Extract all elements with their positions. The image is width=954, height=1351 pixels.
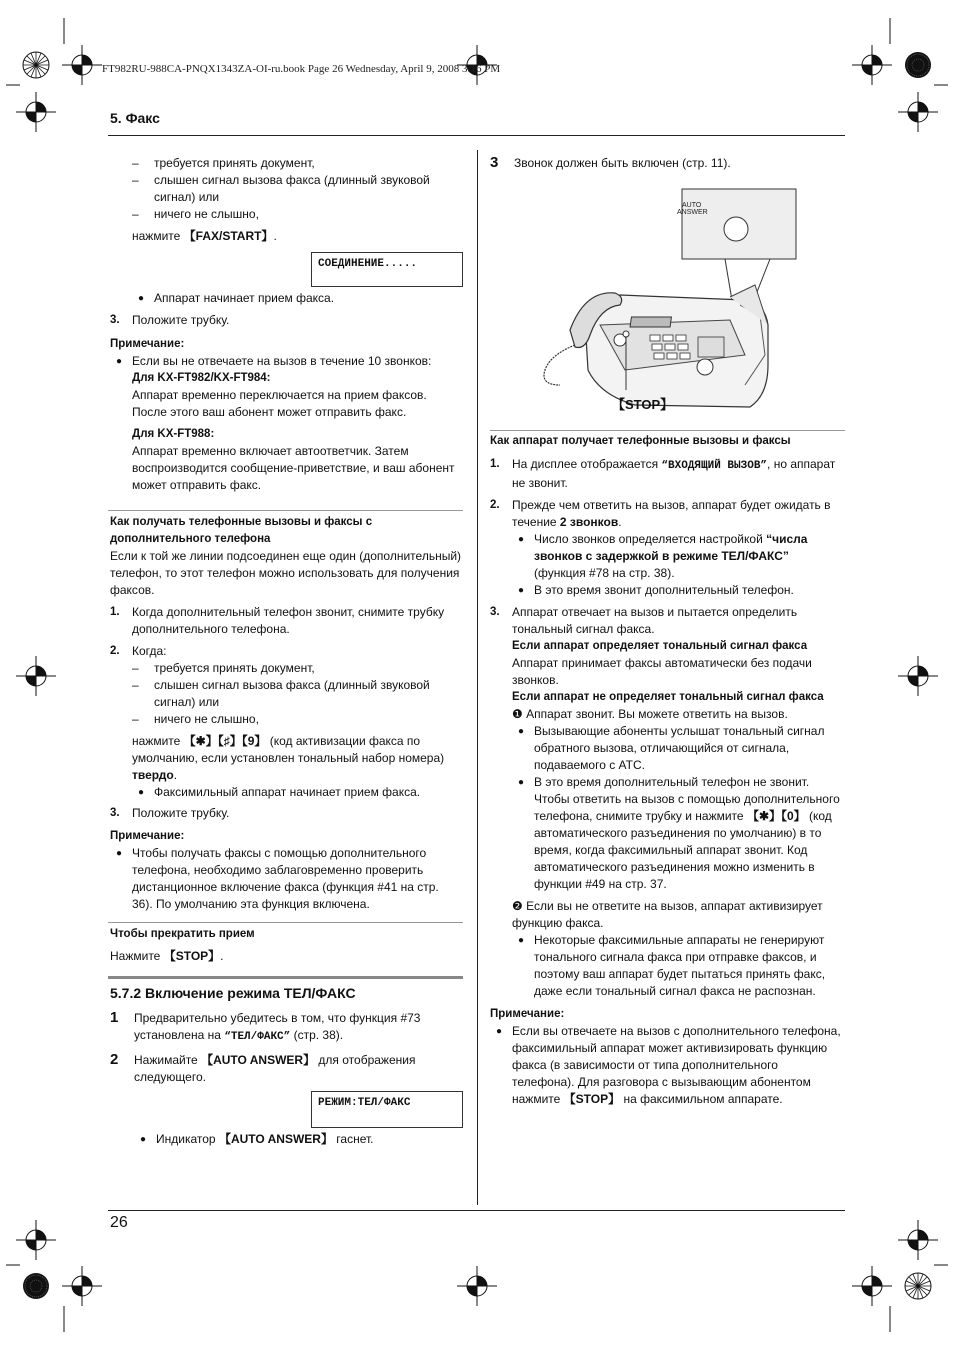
ringer-step [490,155,845,172]
case-text: Если вы не ответите на вызов, аппарат активизирует [522,899,823,913]
step-number: 2 [110,1051,119,1068]
dash-text: слышен сигнал вызова факса (длинный звуковой [154,678,430,692]
step-number: 3. [490,606,500,618]
display-connecting: СОЕДИНЕНИЕ..... [311,252,463,287]
dash-item: – ничего не слышно, [132,712,259,726]
model-heading: Для KX-FT988: [132,428,215,440]
step-text: Когда дополнительный телефон звонит, снимите трубку [132,605,445,619]
extension-title: Как получать телефонные вызовы и факсы с [110,516,373,528]
ext-step-1 [110,604,463,638]
bullet-text: время, когда факсимильный аппарат звонит. Код [534,843,808,857]
auto-answer-key: 【AUTO ANSWER】 [201,1053,316,1067]
bullet-text: Чтобы ответить на вызов с помощью дополнительного [534,792,840,806]
step-text: Когда: [132,644,167,658]
step-number: 2. [490,499,500,511]
press-bold: твердо [132,768,174,782]
header-rule [108,135,845,136]
display-tel-fax-mode: РЕЖИМ:ТЕЛ/ФАКС [311,1091,463,1128]
auto-answer-bullet [134,1131,464,1148]
bullet-item: ● Аппарат начинает прием факса. [138,291,335,305]
step-text: течение [512,515,560,529]
ext-step-2 [110,643,463,660]
disconnect-keys: 【✱】【0】 [746,809,806,823]
model-heading: Для KX-FT982/KX-FT984: [132,372,271,384]
bullet-text: даже если тональный сигнал факса не распознан. [534,984,816,998]
extension-intro: факсов. [110,583,155,597]
bullet-text: автоматического разъединения по умолчанию) в то [534,826,822,840]
dash-text: требуется принять документ, [154,156,315,170]
ext-press-code [110,733,463,784]
stop-key: 【STOP】 [163,949,221,963]
model-text: Аппарат временно включает автоответчик. Затем [132,444,409,458]
note-text: Если вы не отвечаете на вызов в течение 10 звонков: [132,354,432,368]
incoming-step-3 [490,604,845,638]
press-text: нажмите [132,229,184,243]
note-bullet: ● Если вы отвечаете на вызов с дополнительного телефона, факсимильный аппарат может активизировать функцию факса (в зависимости от типа дополнительного телефона). Для разговора с вызывающим абонентом нажмите 【STOP】 на факсимильном аппарате. [496,1024,841,1106]
stop-end: . [220,949,224,963]
press-fax-start [110,228,463,245]
step-text: для отображения [315,1053,416,1067]
step-number: 3 [490,154,499,171]
note-label: Примечание: [490,1008,565,1020]
tel-fax-step-2 [110,1052,463,1086]
step-text: установлена на [134,1028,225,1042]
left-column [110,155,463,245]
note-bullet: ● Если вы не отвечаете на вызов в течение 10 звонков: [116,354,432,368]
incoming-step-1 [490,456,845,492]
display-message: “ВХОДЯЩИЙ ВЫЗОВ” [661,460,768,472]
stop-title: Чтобы прекратить прием [110,928,255,940]
note-text: Если вы отвечаете на вызов с дополнительного телефона, [512,1024,841,1038]
step-text: Звонок должен быть включен (стр. 11). [514,156,731,170]
press-end: . [273,229,277,243]
dash-item: – ничего не слышно, [132,207,259,221]
stop-section [110,926,463,965]
step-text: . [618,515,622,529]
fax-machine-illustration [530,185,860,425]
section-header: 5. Факс [110,110,160,126]
step-number: 2. [110,645,120,657]
step-bold: 2 звонков [559,515,619,529]
step-3 [110,312,463,329]
note-text: дистанционное включение факса (функция #41 на стр. [132,880,439,894]
note-label: Примечание: [110,338,185,350]
step-text: (стр. 38). [290,1028,344,1042]
dash-text: ничего не слышно, [154,207,259,221]
right-rule [490,430,845,431]
model-text: может отправить факс. [132,478,262,492]
note-text: телефона, необходимо заблаговременно проверить [132,863,424,877]
step-text: Нажимайте [134,1053,202,1067]
press-text: умолчанию, если установлен тональный набор номера) [132,751,445,765]
mode-name: “ТЕЛ/ФАКС” [224,1031,291,1043]
bullet-text: функции #49 на стр. 37. [534,877,667,891]
bullet-text: (код [805,809,832,823]
stop-key: 【STOP】 [563,1092,621,1106]
dash-text: ничего не слышно, [154,712,259,726]
bullet-text: автоматического разъединения можно изменить в [534,860,815,874]
bullet-bold: звонков с задержкой в режиме ТЕЛ/ФАКС” [534,549,789,563]
case-text: функцию факса. [512,916,604,930]
extension-intro: телефон, то этот телефон можно использовать для получения [110,566,460,580]
dash-text: сигнал) или [154,190,220,204]
bullet-text: подаваемого с АТС. [534,758,645,772]
model-text: После этого ваш абонент может отправить факс. [132,405,407,419]
dash-item: – требуется принять документ, [132,156,315,170]
fax-start-key: 【FAX/START】 [183,229,274,243]
press-end: . [173,768,178,782]
fax-activation-keys: 【✱】【♯】【9】 [183,734,267,748]
case-marker: ❶ [512,707,523,721]
note-text: факса (в зависимости от типа дополнительного [512,1058,778,1072]
step-text: Аппарат отвечает на вызов и пытается определить [512,605,798,619]
note-text: на факсимильном аппарате. [620,1092,783,1106]
page-number: 26 [110,1214,128,1231]
tel-fax-step-1 [110,1010,463,1046]
condition-text: звонков. [512,673,559,687]
step-text: Предварительно убедитесь в том, что функция #73 [134,1011,421,1025]
dash-item: – слышен сигнал вызова факса (длинный звуковой сигнал) или [132,678,430,709]
step-text: не звонит. [512,476,568,490]
bullet-text: гаснет. [332,1132,374,1146]
bullet-text: Факсимильный аппарат начинает прием факса. [154,785,421,799]
note-text: телефона). Для разговора с вызывающим абонентом [512,1075,811,1089]
ext-step-3 [110,805,463,822]
subsection-rule [108,510,463,511]
bullet-item: ● Факсимильный аппарат начинает прием факса. [138,785,421,799]
step-text: тональный сигнал факса. [512,622,655,636]
note-text: Чтобы получать факсы с помощью дополнительного [132,846,427,860]
note-label: Примечание: [110,830,185,842]
condition-text: Аппарат принимает факсы автоматически без подачи [512,656,812,670]
footer-rule [108,1210,845,1211]
auto-answer-key: 【AUTO ANSWER】 [218,1132,333,1146]
dash-item: – требуется принять документ, [132,661,315,675]
step-number: 1 [110,1009,119,1026]
bullet-item: ● Число звонков определяется настройкой “числа звонков с задержкой в режиме ТЕЛ/ФАКС” (функция #78 на стр. 38). [518,532,808,580]
press-text: нажмите [132,734,184,748]
bullet-text: Число звонков определяется настройкой [534,532,767,546]
bullet-item: ● Индикатор 【AUTO ANSWER】 гаснет. [140,1132,374,1146]
case-text: Аппарат звонит. Вы можете ответить на вызов. [522,707,788,721]
bullet-text: Вызывающие абоненты услышат тональный сигнал [534,724,825,738]
step-text: следующего. [134,1070,206,1084]
bullet-text: телефона, снимите трубку и нажмите [534,809,747,823]
bullet-text: Некоторые факсимильные аппараты не генерируют [534,933,825,947]
dash-text: сигнал) или [154,695,220,709]
auto-answer-label-line1: AUTO [682,202,702,209]
stop-rule [108,922,463,923]
note-text: факсимильный аппарат может активизировать функцию [512,1041,828,1055]
dash-list-1 [110,155,463,223]
left-column-2 [110,290,463,494]
dash-text: слышен сигнал вызова факса (длинный звуковой [154,173,430,187]
step-text: дополнительного телефона. [132,622,290,636]
incoming-call-section [490,433,845,1108]
section-rule-thick [108,976,463,979]
model-text: воспроизводится сообщение-приветствие, и ваш абонент [132,461,455,475]
column-divider [477,150,478,1205]
bullet-text: Индикатор [156,1132,219,1146]
section-5-7-2-title: 5.7.2 Включение режима ТЕЛ/ФАКС [110,985,356,1001]
incoming-step-2 [490,497,845,531]
bullet-text: Аппарат начинает прием факса. [154,291,335,305]
bullet-text: (функция #78 на стр. 38). [534,566,675,580]
model-text: Аппарат временно переключается на прием факсов. [132,388,427,402]
tel-fax-steps [110,1010,463,1086]
figure-stop-label: 【STOP】 [612,397,674,412]
case-marker: ❷ [512,899,523,913]
stop-text: Нажмите [110,949,164,963]
step-text: Положите трубку. [132,313,230,327]
ext-dash-list [110,660,463,728]
step-text: , но аппарат [767,457,836,471]
step-number: 3. [110,807,120,819]
dash-item: – слышен сигнал вызова факса (длинный звуковой сигнал) или [132,173,430,204]
bullet-start [110,290,463,307]
step-number: 3. [110,314,120,326]
note-text: 36). По умолчанию эта функция включена. [132,897,370,911]
condition-heading: Если аппарат не определяет тональный сигнал факса [512,691,824,703]
step-text: Положите трубку. [132,806,230,820]
bullet-text: тонального сигнала факса при отправке факсов, и [534,950,817,964]
incoming-title: Как аппарат получает телефонные вызовы и факсы [490,435,791,447]
condition-heading: Если аппарат определяет тональный сигнал факса [512,640,808,652]
bullet-item: ● В это время дополнительный телефон не звонит. Чтобы ответить на вызов с помощью дополнительного телефона, снимите трубку и нажмите 【✱】【0】 (код автоматического разъединения по умолчанию) в то время, когда факсимильный аппарат звонит. Код автоматического разъединения можно изменить в функции #49 на стр. 37. [518,775,840,891]
bullet-bold: “числа [766,532,808,546]
extension-section [110,514,463,913]
bullet-text: В это время дополнительный телефон не звонит. [534,775,810,789]
auto-answer-label-line2: ANSWER [677,209,708,216]
note-text: нажмите [512,1092,564,1106]
bullet-text: поэтому ваш аппарат будет пытаться принять факс, [534,967,826,981]
step-number: 1. [490,458,500,470]
extension-title: дополнительного телефона [110,533,271,545]
step-text: На дисплее отображается [512,457,662,471]
bullet-item: ● Вызывающие абоненты услышат тональный сигнал обратного вызова, отличающийся от сигнала, подаваемого с АТС. [518,724,825,772]
incoming-step-3-details [490,638,845,1000]
case-1 [512,706,845,723]
right-step-3 [490,155,845,172]
step-text: Прежде чем ответить на вызов, аппарат будет ожидать в [512,498,831,512]
incoming-step-2-bullets [490,531,845,599]
model-kx-ft982 [110,370,463,494]
step-number: 1. [110,606,120,618]
bullet-item: ● В это время звонит дополнительный телефон. [518,583,794,597]
bullet-item: ● Некоторые факсимильные аппараты не генерируют тонального сигнала факса при отправке факсов, и поэтому ваш аппарат будет пытаться принять факс, даже если тональный сигнал факса не распознан. [518,933,826,998]
dash-text: требуется принять документ, [154,661,315,675]
bullet-text: В это время звонит дополнительный телефон. [534,583,794,597]
press-text: (код активизации факса по [266,734,421,748]
print-info-line: FT982RU-988CA-PNQX1343ZA-OI-ru.book Page 26 Wednesday, April 9, 2008 3:16 PM [102,63,501,75]
note-bullet: ● Чтобы получать факсы с помощью дополнительного телефона, необходимо заблаговременно проверить дистанционное включение факса (функция #41 на стр. 36). По умолчанию эта функция включена. [116,846,439,911]
bullet-text: обратного вызова, отличающийся от сигнала, [534,741,790,755]
ext-bullet [110,784,463,801]
extension-intro: Если к той же линии подсоединен еще один (дополнительный) [110,549,462,563]
case-2 [512,898,845,932]
